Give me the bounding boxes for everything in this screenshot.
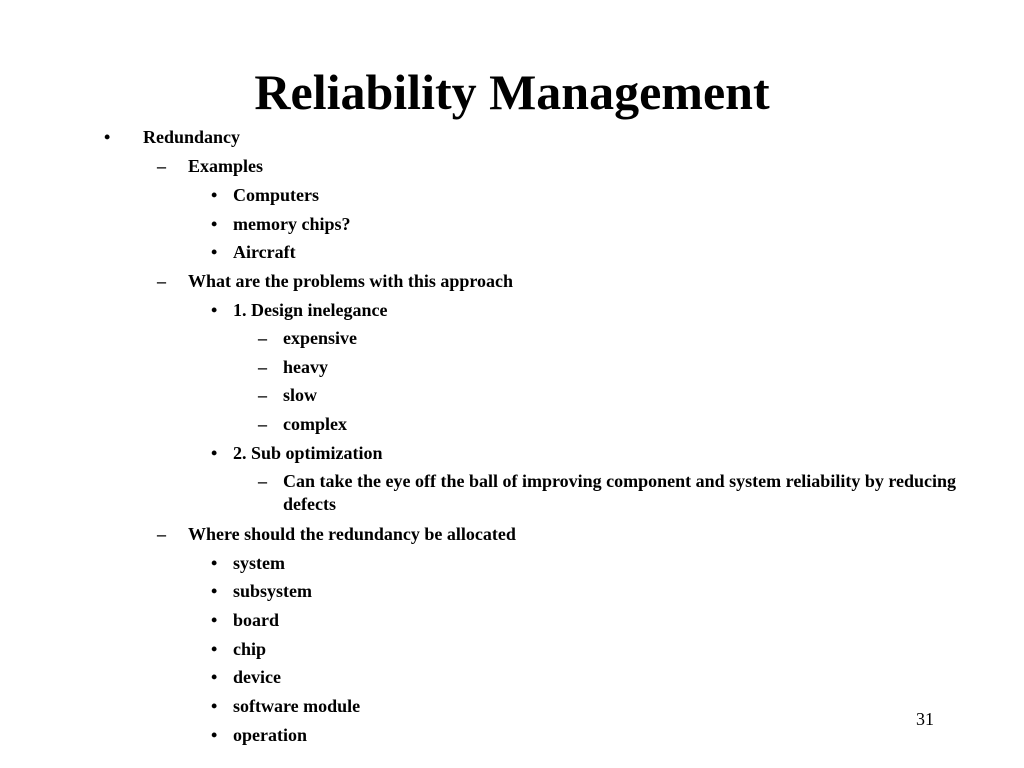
dash-marker: – [157, 156, 166, 176]
outline-item-examples: Examples [188, 156, 264, 176]
outline-item-allocation: device [233, 667, 281, 687]
outline-item-problem-1: 1. Design inelegance [233, 300, 388, 320]
outline-item-example: memory chips? [233, 214, 351, 234]
outline-item-allocation-heading: Where should the redundancy be allocated [188, 524, 516, 544]
bullet-marker: • [211, 581, 218, 601]
dash-marker: – [258, 471, 267, 491]
dash-marker: – [157, 271, 166, 291]
outline-item-allocation: software module [233, 696, 361, 716]
bullet-marker: • [211, 443, 218, 463]
outline-item-example: Computers [233, 185, 319, 205]
bullet-marker: • [211, 300, 218, 320]
dash-marker: – [157, 524, 166, 544]
outline-item-example: Aircraft [233, 242, 296, 262]
outline-item-problem-1-detail: expensive [283, 328, 357, 348]
bullet-marker: • [104, 127, 111, 147]
outline-item-allocation: system [233, 553, 285, 573]
slide-title: Reliability Management [254, 64, 770, 120]
dash-marker: – [258, 328, 267, 348]
outline-item-allocation: subsystem [233, 581, 313, 601]
bullet-marker: • [211, 242, 218, 262]
outline-item-problem-1-detail: heavy [283, 357, 328, 377]
bullet-marker: • [211, 639, 218, 659]
outline-item-problem-1-detail: complex [283, 414, 347, 434]
outline-item-redundancy: Redundancy [143, 127, 241, 147]
outline-item-allocation: operation [233, 725, 307, 745]
outline-item-allocation: chip [233, 639, 267, 659]
bullet-marker: • [211, 553, 218, 573]
outline-item-problem-2: 2. Sub optimization [233, 443, 383, 463]
outline-item-problem-2-detail: Can take the eye off the ball of improving component and system reliability by reducing defects [283, 471, 957, 514]
dash-marker: – [258, 414, 267, 434]
slide-number: 31 [916, 709, 934, 729]
bullet-marker: • [211, 667, 218, 687]
bullet-marker: • [211, 725, 218, 745]
bullet-marker: • [211, 610, 218, 630]
outline-item-problem-1-detail: slow [283, 385, 318, 405]
bullet-marker: • [211, 185, 218, 205]
dash-marker: – [258, 385, 267, 405]
dash-marker: – [258, 357, 267, 377]
outline-item-problems-heading: What are the problems with this approach [188, 271, 514, 291]
outline-item-allocation: board [233, 610, 280, 630]
bullet-marker: • [211, 214, 218, 234]
bullet-marker: • [211, 696, 218, 716]
